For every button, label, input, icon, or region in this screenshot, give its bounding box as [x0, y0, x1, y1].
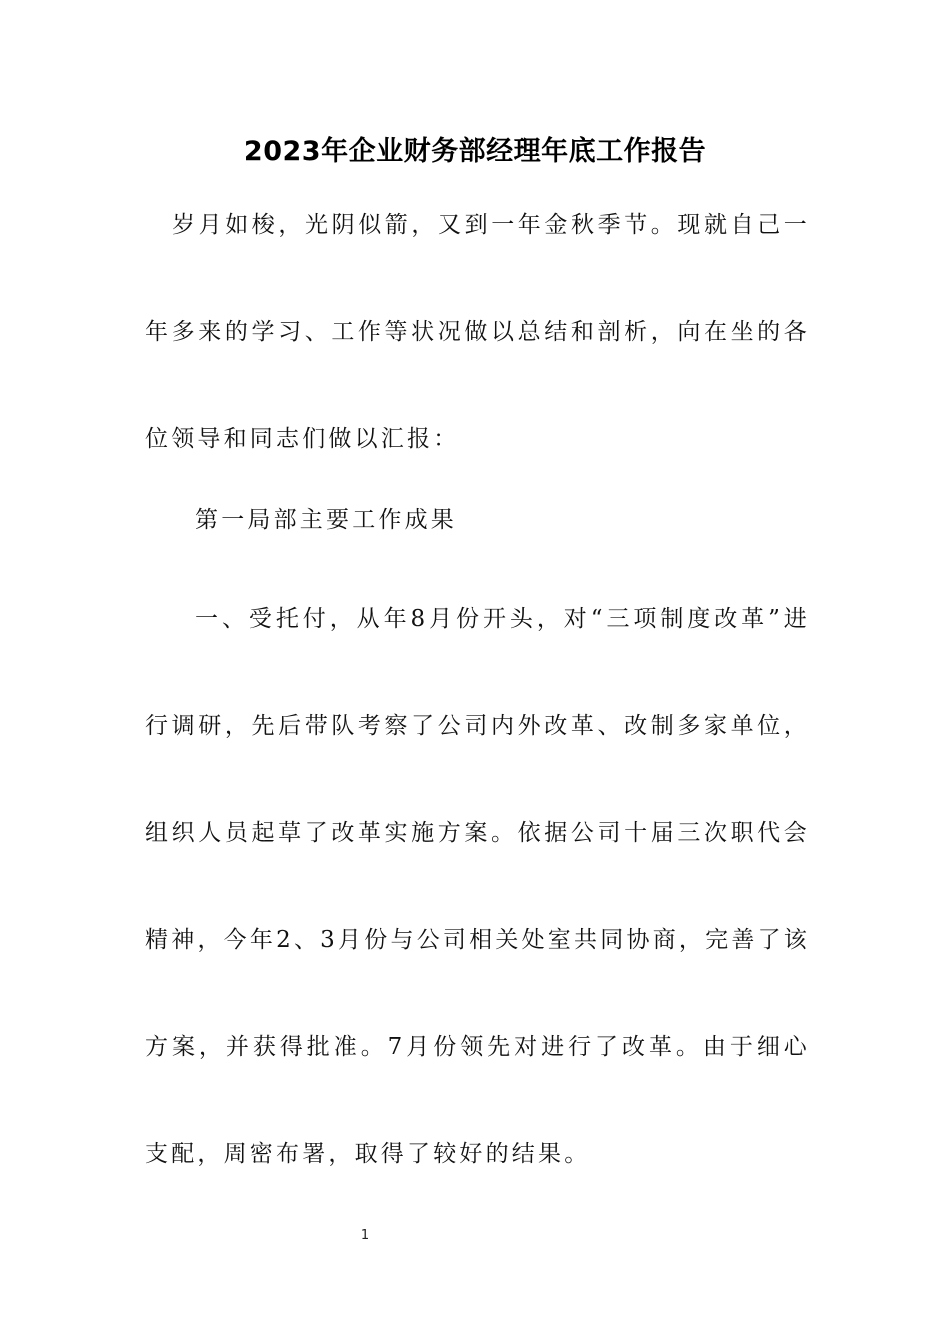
page-number: 1 [360, 1228, 370, 1243]
document-title: 2023年企业财务部经理年底工作报告 [243, 136, 707, 167]
intro-paragraph: 岁月如梭，光阴似箭，又到一年金秋季节。现就自己一年多来的学习、工作等状况做以总结和剖析，向在坐的各位领导和同志们做以汇报： [145, 212, 810, 452]
work-result-paragraph: 一、受托付，从年8月份开头，对“三项制度改革”进行调研，先后带队考察了公司内外改革、改制多家单位，组织人员起草了改革实施方案。依据公司十届三次职代会精神，今年2、3月份与公司相关处室共同协商，完善了该方案，并获得批准。7月份领先对进行了改革。由于细心支配，周密布署，取得了较好的结果。 [145, 606, 810, 1167]
section-heading: 第一局部主要工作成果 [195, 507, 457, 533]
